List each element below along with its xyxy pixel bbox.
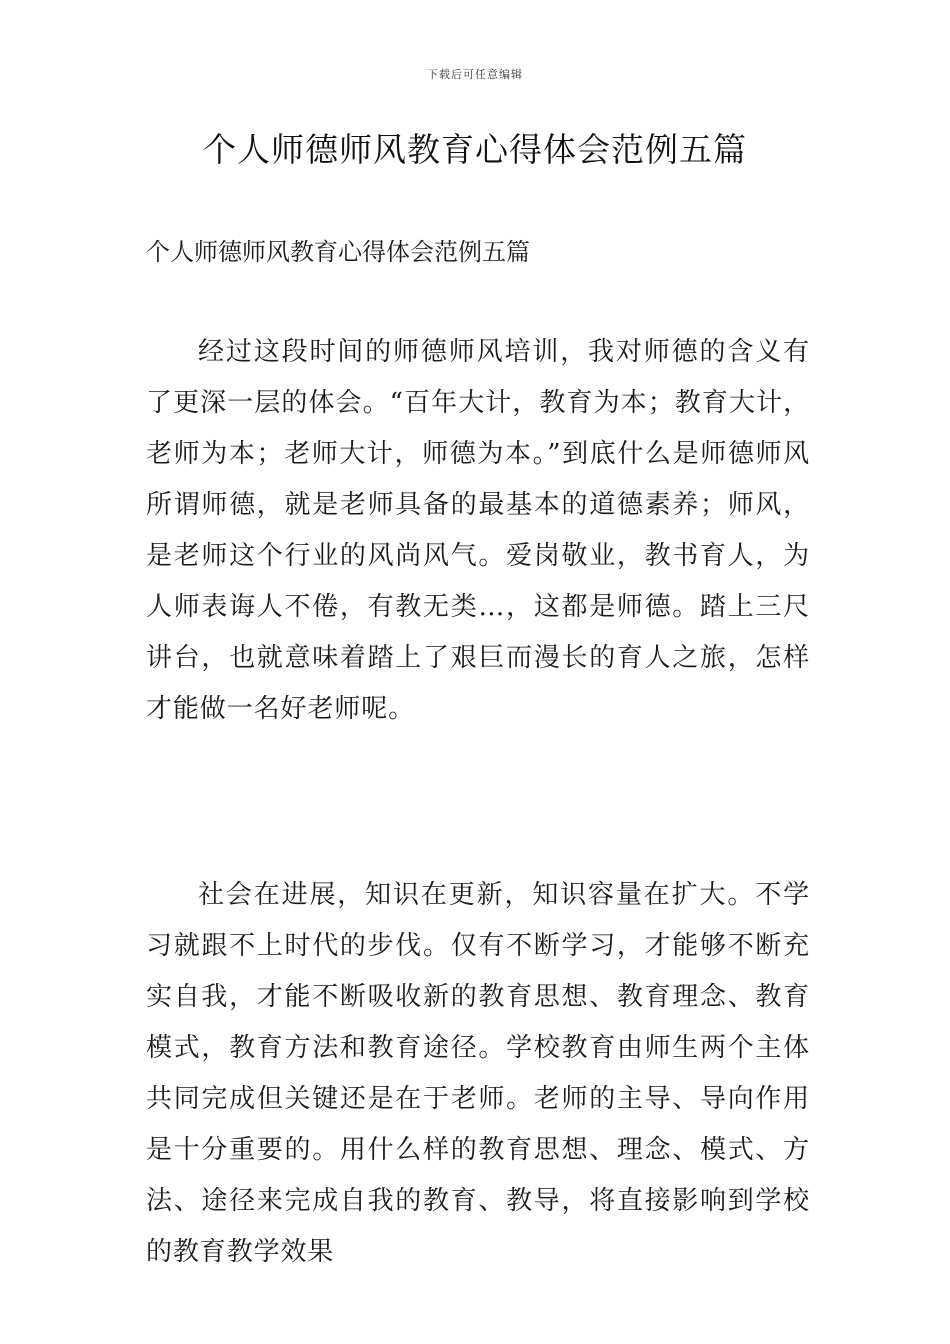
body-paragraph-2: 社会在进展，知识在更新，知识容量在扩大。不学习就跟不上时代的步伐。仅有不断学习，才能够不断充实自我，才能不断吸收新的教育思想、教育理念、教育模式，教育方法和教育途径。学校教育由师生两个主体共同完成但关键还是在于老师。老师的主导、导向作用是十分重要的。用什么样的教育思想、理念、模式、方法、途径来完成自我的教育、教导，将直接影响到学校的教育教学效果 <box>146 880 810 1267</box>
body-paragraph-1: 经过这段时间的师德师风培训，我对师德的含义有了更深一层的体会。“百年大计，教育为本；教育大计，老师为本；老师大计，师德为本。”到底什么是师德师风所谓师德，就是老师具备的最基本的道德素养；师风，是老师这个行业的风尚风气。爱岗敬业，教书育人，为人师表诲人不倦，有教无类…，这都是师德。踏上三尺讲台，也就意味着踏上了艰巨而漫长的育人之旅，怎样才能做一名好老师呢。 <box>146 337 810 724</box>
header-note: 下载后可任意编辑 <box>427 68 523 81</box>
document-subtitle: 个人师德师风教育心得体会范例五篇 <box>146 238 530 266</box>
document-title: 个人师德师风教育心得体会范例五篇 <box>203 130 747 169</box>
